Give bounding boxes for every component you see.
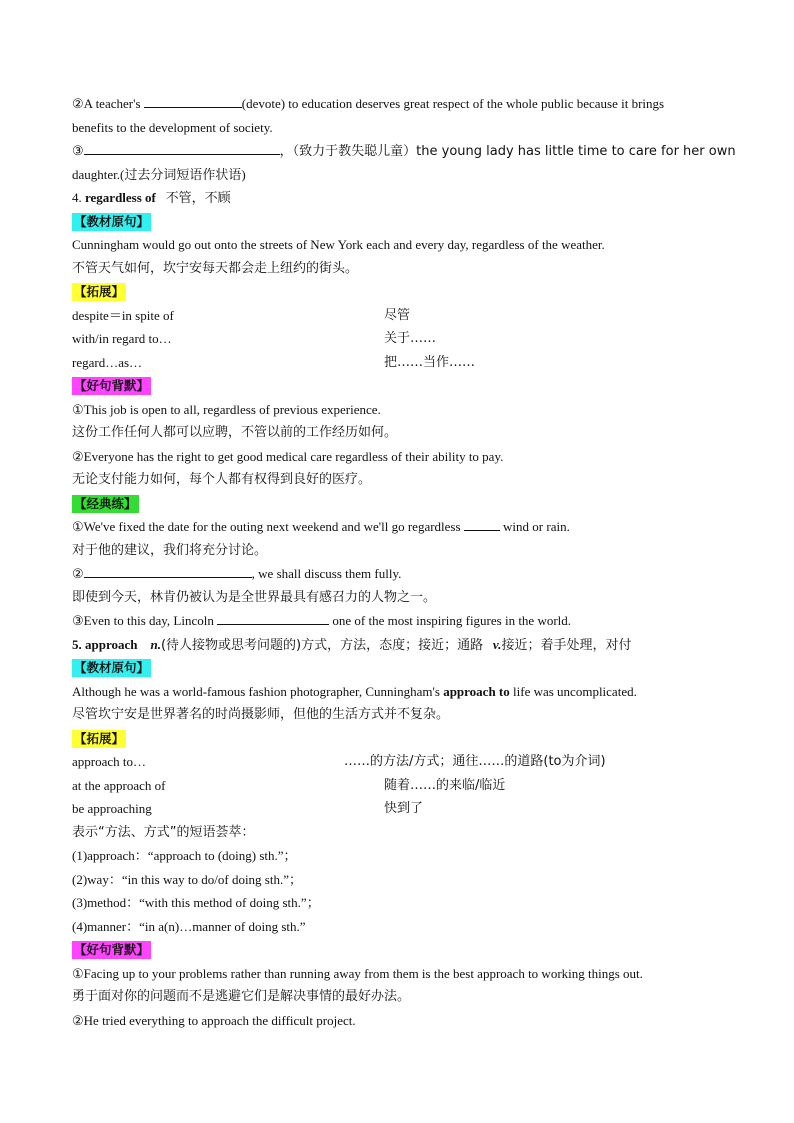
highlight-phrase: approach to	[443, 683, 510, 699]
exercise-line	[72, 163, 722, 187]
summary-item: (4)manner：“in a(n)…manner of doing sth.”	[72, 918, 306, 934]
practice-line	[72, 609, 722, 633]
extend-meaning: 把……当作……	[384, 354, 476, 370]
textbook-tag: 【教材原句】	[74, 660, 150, 675]
part-of-speech: n.	[150, 636, 161, 652]
summary-item: (3)method：“with this method of doing sth.”；	[72, 895, 320, 910]
section-meaning: 接近；着手处理，对付	[501, 637, 632, 653]
exercise-line	[72, 116, 722, 140]
sentence-text: life was uncomplicated.	[509, 683, 637, 699]
good-sentence-zh: 无论支付能力如何，每个人都有权得到良好的医疗。	[72, 472, 372, 487]
extend-phrase: at the approach of	[72, 777, 166, 793]
exercise-text: daughter.(过去分词短语作状语)	[72, 166, 246, 182]
extend-phrase: regard…as…	[72, 354, 143, 370]
practice-tag: 【经典练】	[74, 495, 137, 511]
good-sentence-zh: 这份工作任何人都可以应聘，不管以前的工作经历如何。	[72, 425, 398, 440]
exercise-text: ③	[72, 143, 84, 158]
answer-blank[interactable]	[84, 564, 252, 578]
section-word: approach	[85, 636, 138, 652]
textbook-sentence-zh: 不管天气如何，坎宁安每天都会走上纽约的街头。	[72, 260, 359, 276]
good-sentence-tag: 【好句背默】	[74, 942, 150, 957]
section-heading	[72, 186, 722, 210]
document-page	[72, 92, 736, 1032]
section-word: regardless of	[85, 190, 156, 205]
section-number: 4.	[72, 190, 85, 205]
practice-text: ③Even to this day, Lincoln	[72, 613, 218, 628]
textbook-sentence-en	[72, 680, 722, 704]
practice-line	[72, 562, 722, 586]
practice-text: ②	[72, 566, 84, 581]
good-sentence-zh: 勇于面对你的问题而不是逃避它们是解决事情的最好办法。	[72, 989, 411, 1004]
answer-blank[interactable]	[217, 611, 329, 625]
extend-row	[72, 750, 722, 774]
extend-phrase: be approaching	[72, 801, 152, 816]
good-sentence-tag: 【好句背默】	[74, 378, 150, 393]
textbook-sentence-en: Cunningham would go out onto the streets of New York each and every day, regardless of the weather.	[72, 237, 605, 252]
textbook-sentence-zh: 尽管坎宁安是世界著名的时尚摄影师，但他的生活方式并不复杂。	[72, 707, 450, 722]
exercise-line	[72, 139, 736, 163]
answer-blank[interactable]	[464, 517, 500, 531]
practice-text: wind or rain.	[499, 519, 570, 534]
answer-blank[interactable]	[144, 94, 242, 108]
practice-zh: 即使到今天，林肯仍被认为是全世界最具有感召力的人物之一。	[72, 589, 437, 605]
summary-title: 表示“方法、方式”的短语荟萃：	[72, 824, 255, 840]
exercise-text: (devote) to education deserves great respect of the whole public because it brings	[241, 96, 665, 111]
good-sentence-en: ①Facing up to your problems rather than running away from them is the best approach to working things out.	[72, 965, 643, 981]
extend-meaning: 快到了	[384, 801, 424, 816]
exercise-text: benefits to the development of society.	[72, 119, 273, 135]
practice-zh: 对于他的建议，我们将充分讨论。	[72, 542, 268, 558]
extend-meaning: ……的方法/方式；通往……的道路(to为介词)	[344, 754, 606, 769]
practice-text: ①We've fixed the date for the outing next weekend and we'll go regardless	[72, 519, 464, 534]
good-sentence-en: ①This job is open to all, regardless of previous experience.	[72, 401, 381, 417]
extend-row	[72, 304, 722, 328]
section-heading	[72, 633, 722, 657]
exercise-text: ，（致力于教失聪儿童）the young lady has little time to care for her own	[279, 144, 736, 159]
extend-meaning: 随着……的来临/临近	[384, 777, 506, 793]
part-of-speech: v.	[492, 636, 502, 652]
exercise-line	[72, 92, 722, 116]
textbook-tag: 【教材原句】	[74, 213, 150, 229]
practice-text: , we shall discuss them fully.	[251, 566, 402, 581]
extend-phrase: with/in regard to…	[72, 331, 172, 346]
extend-phrase: despite＝in spite of	[72, 307, 174, 323]
extend-row	[72, 327, 722, 351]
answer-blank[interactable]	[84, 141, 280, 155]
extend-row	[72, 774, 722, 798]
practice-text: one of the most inspiring figures in the world.	[329, 613, 572, 628]
good-sentence-en: ②He tried everything to approach the difficult project.	[72, 1012, 356, 1028]
extend-row	[72, 351, 722, 375]
sentence-text: Although he was a world-famous fashion photographer, Cunningham's	[72, 683, 444, 699]
extend-tag: 【拓展】	[74, 284, 125, 299]
summary-item: (1)approach：“approach to (doing) sth.”；	[72, 848, 297, 863]
extend-tag: 【拓展】	[74, 730, 125, 746]
extend-meaning: 尽管	[384, 307, 411, 323]
practice-line	[72, 515, 722, 539]
section-meaning: 不管，不顾	[165, 191, 231, 206]
summary-item: (2)way：“in this way to do/of doing sth.”；	[72, 871, 302, 887]
good-sentence-en: ②Everyone has the right to get good medical care regardless of their ability to pay.	[72, 448, 504, 464]
extend-phrase: approach to…	[72, 754, 147, 769]
extend-meaning: 关于……	[384, 331, 437, 346]
section-meaning: (待人接物或思考问题的)方式，方法，态度；接近；通路	[160, 637, 484, 653]
exercise-text: ②A teacher's	[72, 96, 144, 111]
extend-row	[72, 797, 722, 821]
section-number: 5.	[72, 636, 85, 652]
